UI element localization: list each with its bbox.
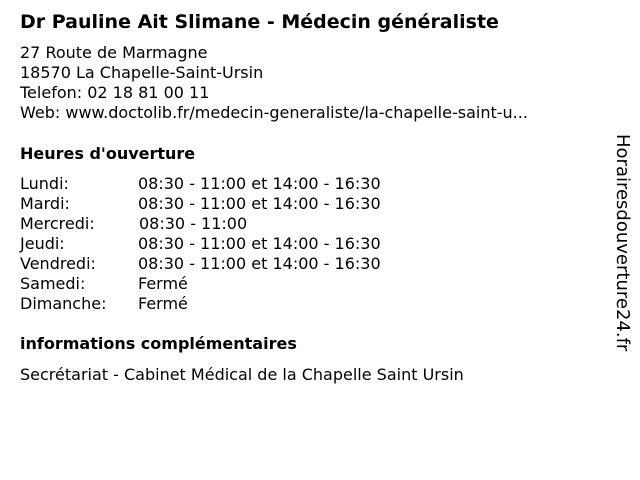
time-value: Fermé bbox=[138, 294, 188, 313]
street-address: 27 Route de Marmagne bbox=[20, 43, 208, 62]
time-value: 08:30 - 11:00 et 14:00 - 16:30 bbox=[138, 194, 381, 213]
day-label: Samedi: bbox=[20, 274, 86, 293]
day-label: Lundi: bbox=[20, 174, 69, 193]
website-link[interactable]: Web: www.doctolib.fr/medecin-generaliste/la-chapelle-saint-u... bbox=[20, 103, 528, 122]
page-title: Dr Pauline Ait Slimane - Médecin généraliste bbox=[20, 11, 499, 33]
city-address: 18570 La Chapelle-Saint-Ursin bbox=[20, 63, 264, 82]
day-label: Jeudi: bbox=[20, 234, 65, 253]
day-label: Dimanche: bbox=[20, 294, 107, 313]
opening-hours-heading: Heures d'ouverture bbox=[20, 144, 196, 163]
site-watermark: Horairesdouverture24.fr bbox=[612, 134, 633, 352]
day-label: Vendredi: bbox=[20, 254, 96, 273]
time-value: 08:30 - 11:00 et 14:00 - 16:30 bbox=[138, 254, 381, 273]
time-value: Fermé bbox=[138, 274, 188, 293]
time-value: 08:30 - 11:00 bbox=[139, 214, 248, 233]
additional-info-heading: informations complémentaires bbox=[20, 334, 297, 353]
time-value: 08:30 - 11:00 et 14:00 - 16:30 bbox=[138, 174, 381, 193]
time-value: 08:30 - 11:00 et 14:00 - 16:30 bbox=[138, 234, 381, 253]
day-label: Mardi: bbox=[20, 194, 70, 213]
phone-number: Telefon: 02 18 81 00 11 bbox=[20, 83, 210, 102]
contact-info bbox=[20, 43, 528, 123]
additional-info-text: Secrétariat - Cabinet Médical de la Chapelle Saint Ursin bbox=[20, 365, 464, 384]
day-label: Mercredi: bbox=[20, 214, 95, 233]
